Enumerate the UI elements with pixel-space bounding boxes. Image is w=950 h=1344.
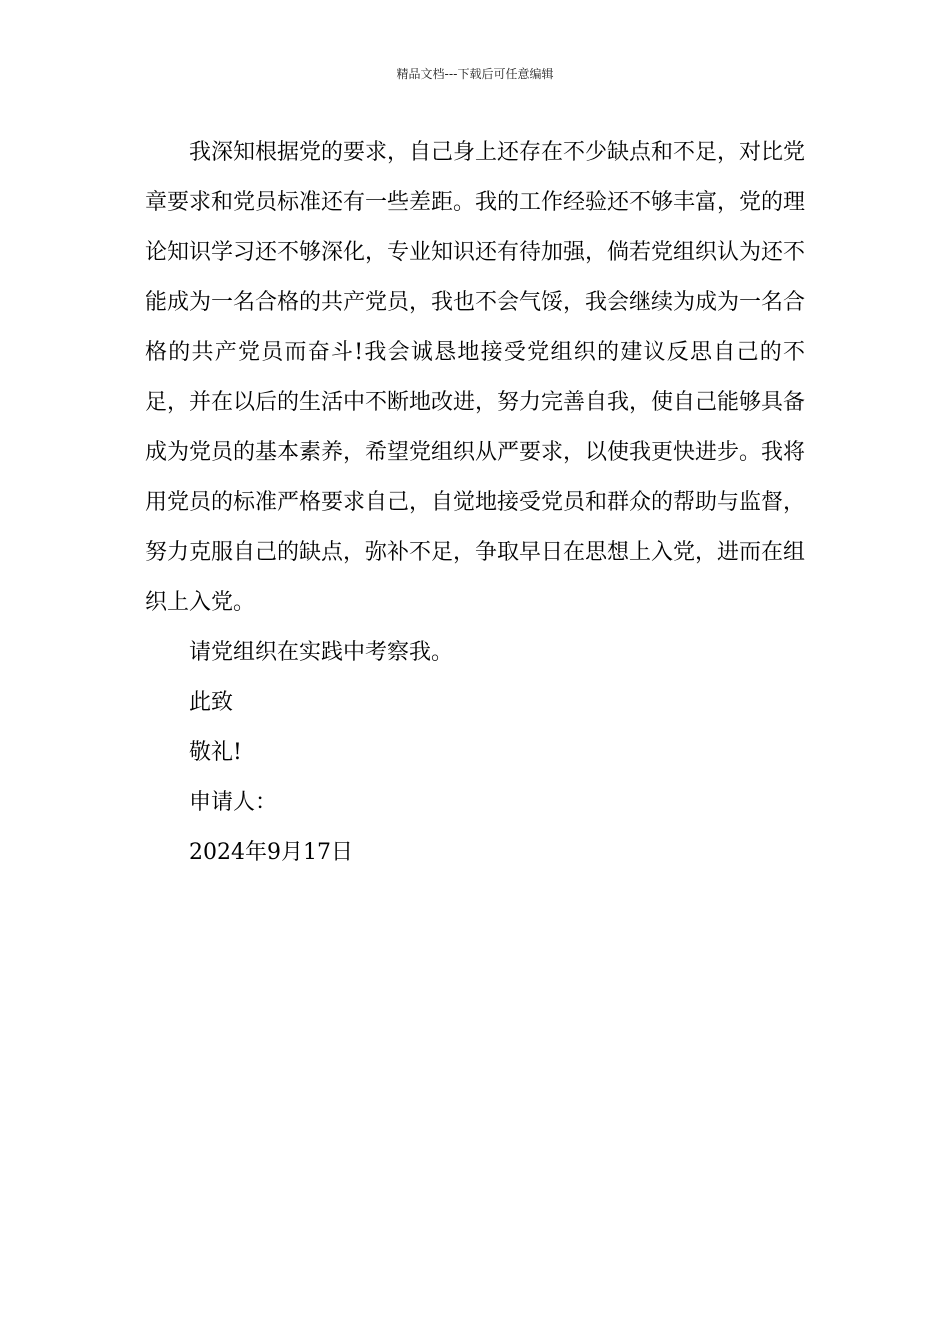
- request-paragraph: 请党组织在实践中考察我。: [189, 640, 454, 665]
- applicant-line: 申请人：: [189, 790, 278, 815]
- document-body: [145, 128, 805, 878]
- page-header: 精品文档---下载后可任意编辑: [396, 67, 554, 81]
- date-line: 2024年9月17日: [189, 840, 353, 865]
- main-paragraph: 我深知根据党的要求，自己身上还存在不少缺点和不足，对比党章要求和党员标准还有一些差距。我的工作经验还不够丰富，党的理论知识学习还不够深化，专业知识还有待加强，倘若党组织认为还不能成为一名合格的共产党员，我也不会气馁，我会继续为成为一名合格的共产党员而奋斗!我会诚恳地接受党组织的建议反思自己的不足，并在以后的生活中不断地改进，努力完善自我，使自己能够具备成为党员的基本素养，希望党组织从严要求，以使我更快进步。我将用党员的标准严格要求自己，自觉地接受党员和群众的帮助与监督，努力克服自己的缺点，弥补不足，争取早日在思想上入党，进而在组织上入党。: [145, 140, 806, 615]
- closing-line: 此致: [189, 690, 234, 715]
- salute-line: 敬礼!: [189, 740, 242, 765]
